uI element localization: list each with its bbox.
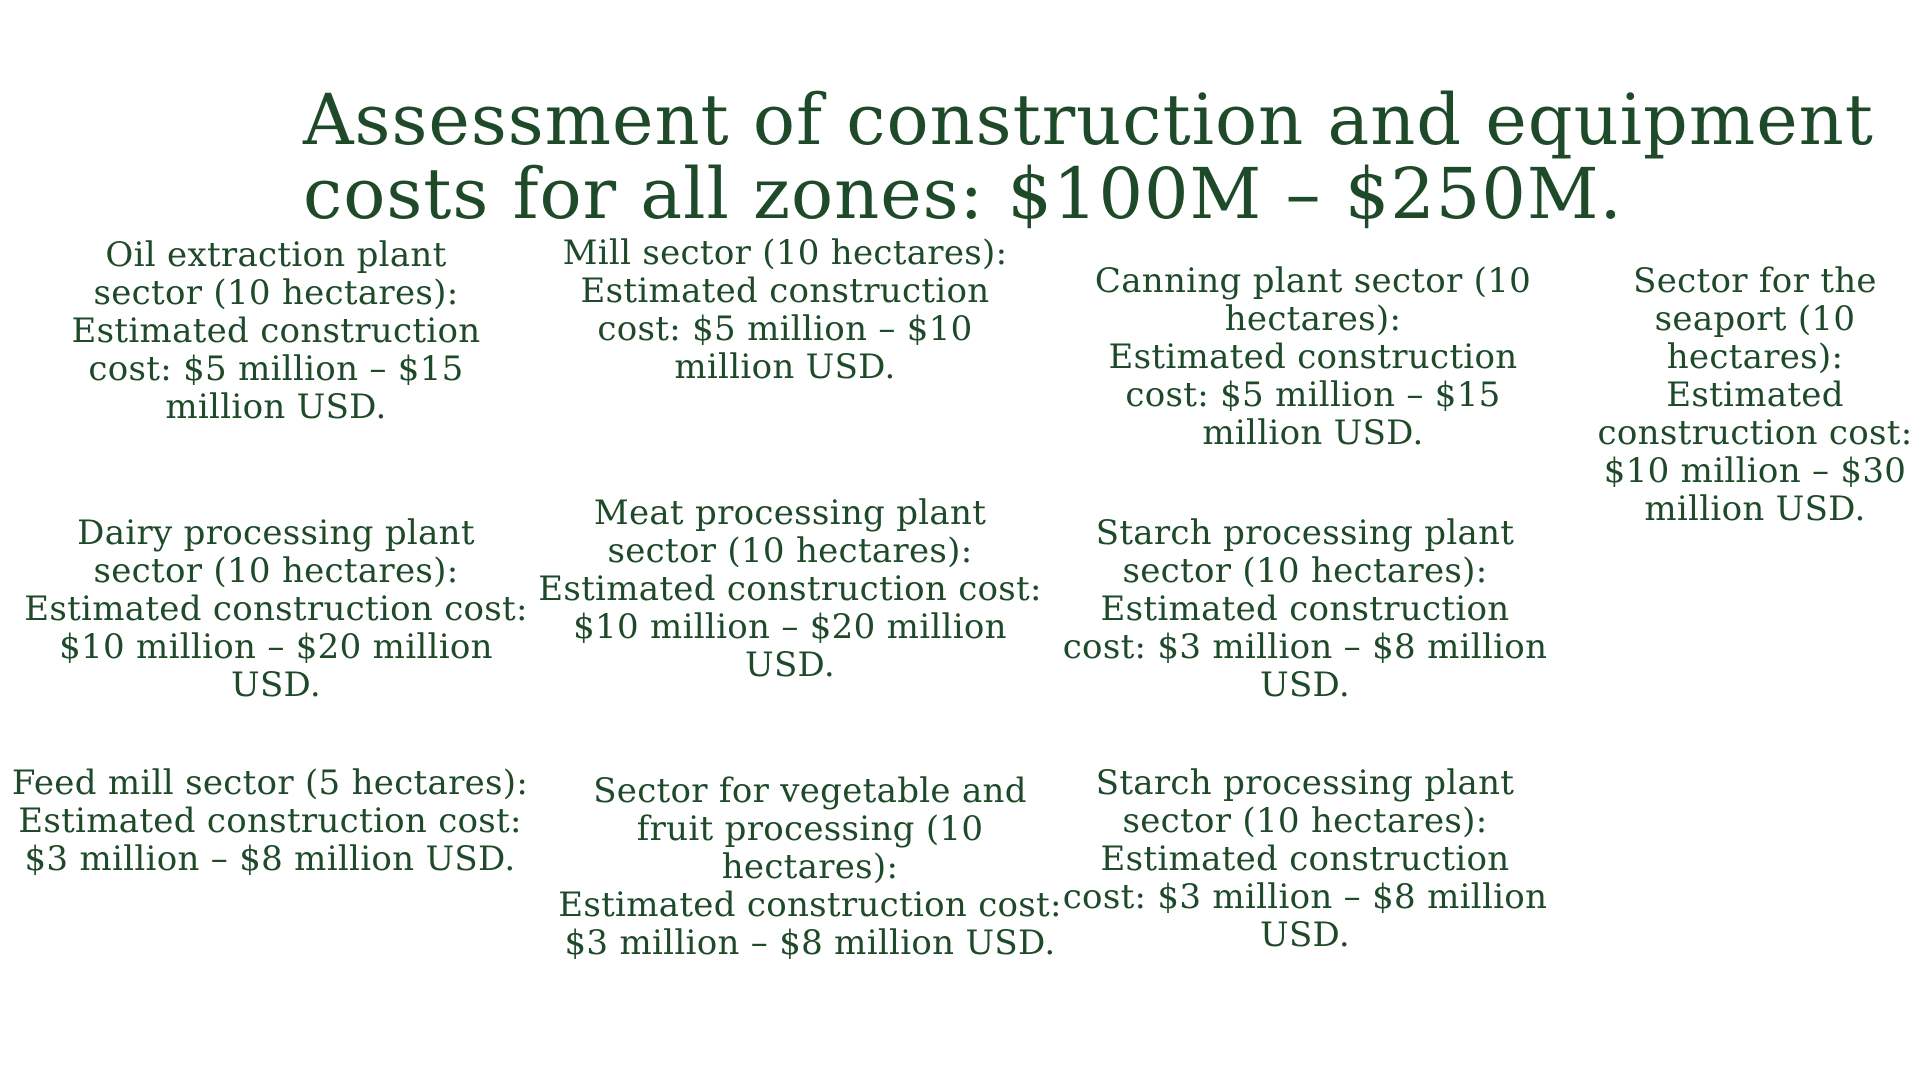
page-title	[303, 78, 1874, 235]
title-line-1: Assessment of construction and equipment	[303, 78, 1874, 161]
sector-name: Sector for the seaport (10 hectares):	[1633, 261, 1877, 377]
sector-meat	[535, 494, 1045, 684]
sector-oil-extraction	[70, 236, 482, 426]
sector-name: Feed mill sector (5 hectares):	[11, 763, 529, 803]
sector-starch-2	[1060, 764, 1550, 954]
sector-cost: Estimated construction cost: $3 million – $8 million USD.	[1062, 589, 1548, 705]
sector-vegetable-fruit	[555, 772, 1065, 962]
sector-name: Oil extraction plant sector (10 hectares):	[93, 235, 459, 313]
sector-name: Dairy processing plant sector (10 hectares):	[77, 513, 475, 591]
title-line-2: costs for all zones: $100M – $250M.	[303, 152, 1623, 235]
sector-cost: Estimated construction cost: $10 million – $30 million USD.	[1597, 375, 1913, 529]
sector-name: Meat processing plant sector (10 hectares):	[593, 493, 987, 571]
sector-mill	[535, 234, 1035, 386]
sector-starch-1	[1060, 514, 1550, 704]
sector-cost: Estimated construction cost: $10 million – $20 million USD.	[538, 569, 1042, 685]
sector-name: Sector for vegetable and fruit processing (10 hectares):	[593, 771, 1027, 887]
sector-name: Mill sector (10 hectares):	[562, 233, 1008, 273]
sector-cost: Estimated construction cost: $3 million – $8 million USD.	[18, 801, 522, 879]
sector-canning	[1068, 262, 1558, 452]
sector-cost: Estimated construction cost: $5 million – $15 million USD.	[71, 311, 481, 427]
sector-name: Starch processing plant sector (10 hectares):	[1095, 513, 1515, 591]
sector-seaport	[1590, 262, 1920, 528]
sector-name: Canning plant sector (10 hectares):	[1094, 261, 1532, 339]
sector-dairy	[20, 514, 532, 704]
sector-cost: Estimated construction cost: $3 million – $8 million USD.	[558, 885, 1062, 963]
sector-cost: Estimated construction cost: $5 million – $15 million USD.	[1108, 337, 1518, 453]
sector-cost: Estimated construction cost: $10 million – $20 million USD.	[24, 589, 528, 705]
sector-feed-mill	[10, 764, 530, 878]
sector-name: Starch processing plant sector (10 hectares):	[1095, 763, 1515, 841]
sector-cost: Estimated construction cost: $5 million – $10 million USD.	[580, 271, 990, 387]
sector-cost: Estimated construction cost: $3 million – $8 million USD.	[1062, 839, 1548, 955]
